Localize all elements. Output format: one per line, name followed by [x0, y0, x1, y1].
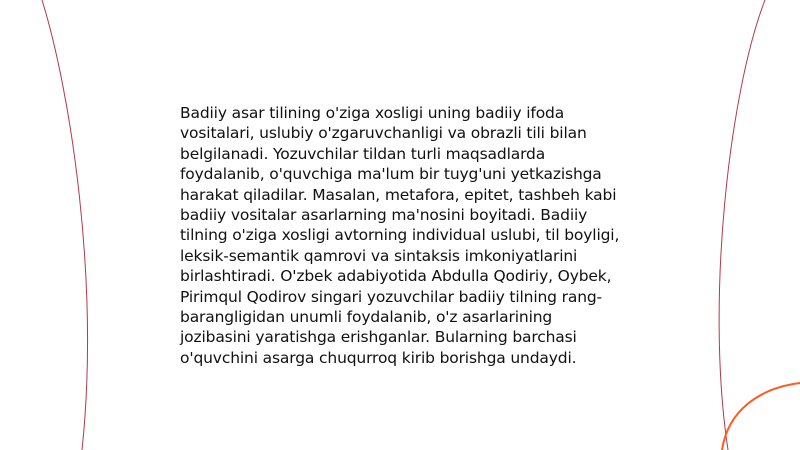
main-paragraph: Badiiy asar tilining o'ziga xosligi uning badiiy ifoda vositalari, uslubiy o'zgaruvchanligi va obrazli tili bilan belgilanadi. Yozuvchilar tildan turli maqsadlarda foydalanib, o'quvchiga ma'lum bir tuyg'uni yetkazishga harakat qiladilar. Masalan, metafora, epitet, tashbeh kabi badiiy vositalar asarlarning ma'nosini boyitadi. Badiiy tilning o'ziga xosligi avtorning individual uslubi, til boyligi, leksik-semantik qamrovi va sintaksis imkoniyatlarini birlashtiradi. O'zbek adabiyotida Abdulla Qodiriy, Oybek, Pirimqul Qodirov singari yozuvchilar badiiy tilning rang-barangligidan unumli foydalanib, o'z asarlarining jozibasini yaratishga erishganlar. Bularning barchasi o'quvchini asarga chuqurroq kirib borishga undaydi.	[180, 104, 620, 367]
right-curve-line	[719, 0, 765, 450]
orange-arc-line	[722, 383, 800, 450]
left-curve-line	[42, 0, 87, 450]
